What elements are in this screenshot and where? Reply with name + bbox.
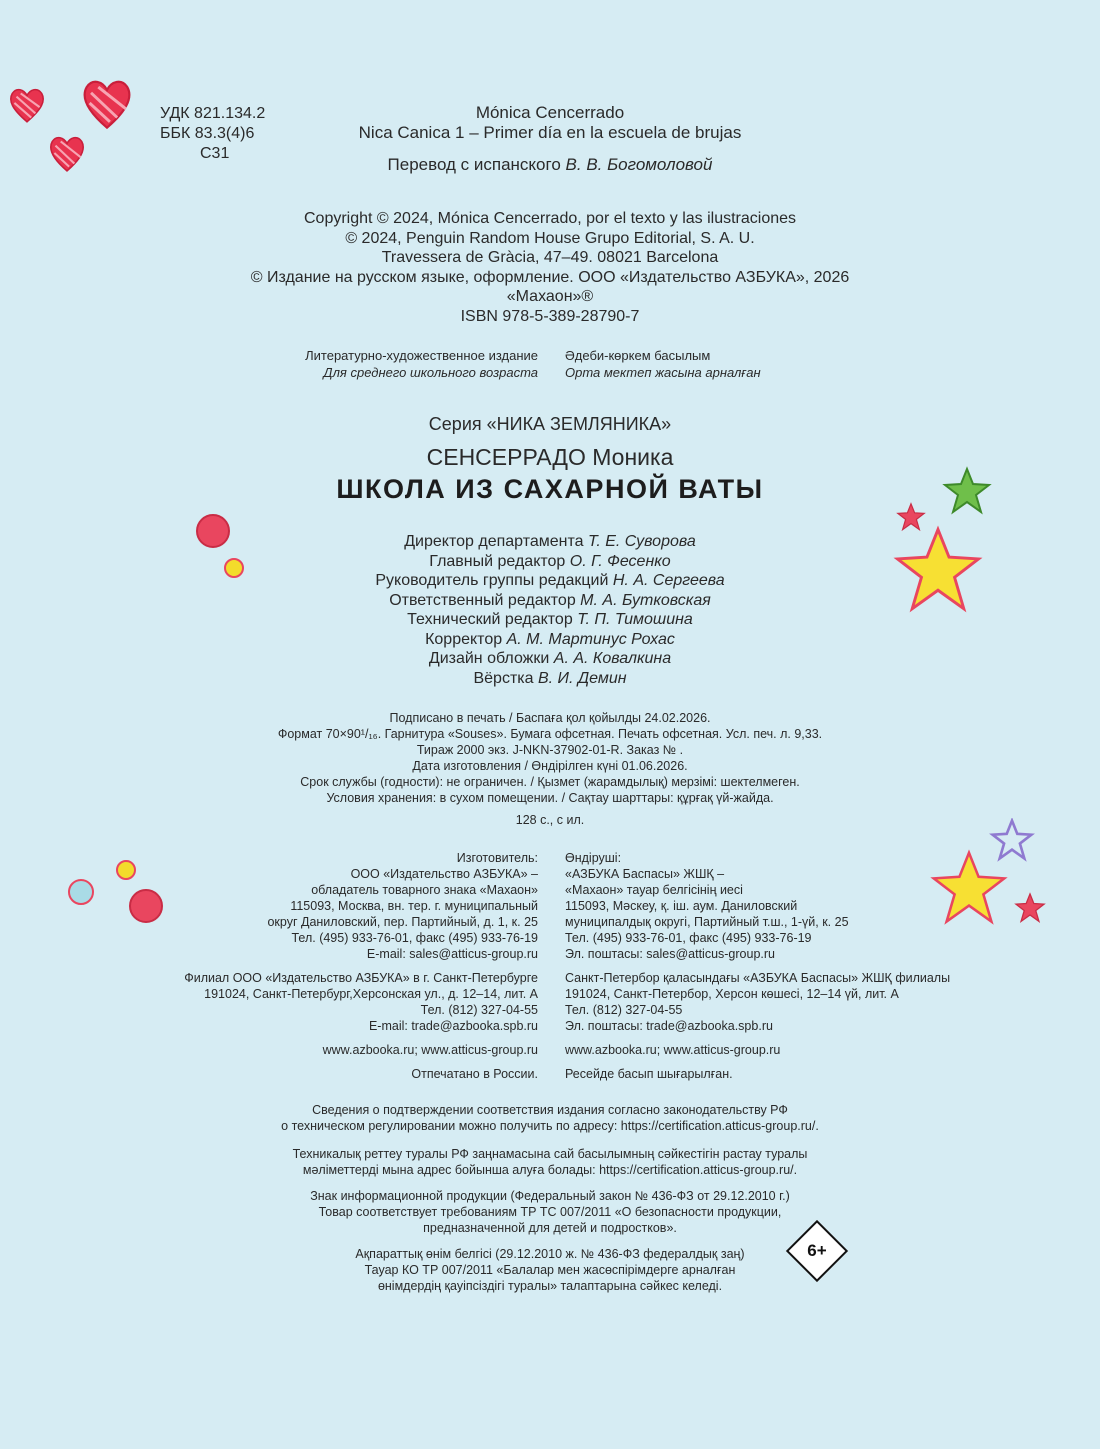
manufacturer-line: Тел. (495) 933-76-01, факс (495) 933-76-19 bbox=[565, 931, 812, 945]
author-mark: С31 bbox=[200, 145, 230, 162]
bbk-code: ББК 83.3(4)6 bbox=[160, 125, 255, 142]
translation-line bbox=[0, 155, 1100, 175]
manufacturer-line: Өндіруші: bbox=[565, 851, 622, 865]
branch-email: Эл. поштасы: trade@azbooka.spb.ru bbox=[565, 1019, 773, 1033]
credit-role: Технический редактор bbox=[407, 611, 573, 628]
info-sign-line: өнімдердің қауіпсіздігі туралы» талаптарына сәйкес келеді. bbox=[377, 1279, 723, 1293]
star-icon bbox=[926, 848, 1012, 928]
isbn: ISBN 978-5-389-28790-7 bbox=[460, 307, 640, 325]
printed-in: Отпечатано в России. bbox=[411, 1067, 538, 1081]
credit-role: Дизайн обложки bbox=[428, 650, 550, 667]
copyright-line: Travessera de Gràcia, 47–49. 08021 Barcelona bbox=[381, 249, 719, 266]
branch-ru bbox=[184, 970, 538, 1082]
star-icon bbox=[1014, 892, 1046, 924]
credit-role: Руководитель группы редакций bbox=[375, 572, 609, 589]
manufacturer-line: 115093, Мәскеу, қ. іш. аум. Даниловский bbox=[565, 899, 798, 913]
credit-line bbox=[0, 552, 1100, 572]
manufacturer-email: Эл. поштасы: sales@atticus-group.ru bbox=[565, 947, 775, 961]
manufacturer-line: округ Даниловский, пер. Партийный, д. 1, к. 25 bbox=[267, 915, 538, 929]
credit-role: Корректор bbox=[425, 630, 503, 648]
edition-type-ru-line2: Для среднего школьного возраста bbox=[323, 365, 538, 380]
credit-line bbox=[0, 610, 1100, 630]
printed-in: Ресейде басып шығарылған. bbox=[565, 1067, 733, 1081]
copyright-line: Copyright © 2024, Mónica Cencerrado, por el texto y las ilustraciones bbox=[303, 210, 797, 227]
credit-name: А. М. Мартинус Рохас bbox=[506, 630, 675, 648]
certification-line: Сведения о подтверждении соответствия издания согласно законодательству РФ bbox=[312, 1103, 788, 1117]
book-author: СЕНСЕРРАДО Моника bbox=[426, 444, 674, 470]
certification-line: Техникалық реттеу туралы РФ заңнамасына сай басылымның сәйкестігін растау туралы bbox=[292, 1147, 808, 1161]
edition-type-kz bbox=[565, 347, 761, 381]
branch-line: Тел. (812) 327-04-55 bbox=[420, 1003, 538, 1017]
branch-line: Филиал ООО «Издательство АЗБУКА» в г. Санкт-Петербурге bbox=[184, 971, 538, 985]
credit-role: Вёрстка bbox=[473, 669, 534, 687]
branch-line: 191024, Санкт-Петербург,Херсонская ул., д. 12–14, лит. А bbox=[204, 987, 538, 1001]
series-name: Серия «НИКА ЗЕМЛЯНИКА» bbox=[428, 414, 672, 434]
print-info-line: Формат 70×90¹/₁₆. Гарнитура «Souses». Бумага офсетная. Печать офсетная. Усл. печ. л. 9,33. bbox=[277, 727, 823, 741]
website-links: www.azbooka.ru; www.atticus-group.ru bbox=[565, 1043, 781, 1057]
branch-line: 191024, Санкт-Петербор, Херсон көшесі, 12–14 үй, лит. А bbox=[565, 987, 899, 1001]
info-sign-line: Ақпараттық өнім белгісі (29.12.2010 ж. № 436-ФЗ федералдық заң) bbox=[355, 1247, 745, 1261]
original-title: Nica Canica 1 – Primer día en la escuela de brujas bbox=[358, 123, 742, 142]
age-rating-label: 6+ bbox=[807, 1241, 827, 1260]
certification-line: о техническом регулировании можно получить по адресу: https://certification.atticus-group.ru/. bbox=[281, 1119, 819, 1133]
edition-type-kz-line1: Әдеби-көркем басылым bbox=[565, 348, 711, 363]
copyright-line: © Издание на русском языке, оформление. ООО «Издательство АЗБУКА», 2026 bbox=[250, 268, 850, 286]
edition-type-ru bbox=[305, 347, 538, 381]
credit-role: Ответственный редактор bbox=[389, 591, 576, 609]
certification-block bbox=[0, 1102, 1100, 1294]
branch-line: Тел. (812) 327-04-55 bbox=[565, 1003, 683, 1017]
print-info-line: Срок службы (годности): не ограничен. / Қызмет (жарамдылық) мерзімі: шектелмеген. bbox=[300, 775, 800, 789]
branch-kz bbox=[565, 970, 950, 1082]
print-info-line: Тираж 2000 экз. J-NKN-37902-01-R. Заказ № . bbox=[416, 743, 684, 757]
manufacturer-line: обладатель товарного знака «Махаон» bbox=[311, 883, 538, 897]
manufacturer-line: 115093, Москва, вн. тер. г. муниципальный bbox=[290, 899, 538, 913]
print-info-line: Условия хранения: в сухом помещении. / Сақтау шарттары: құрғақ үй-жайда. bbox=[326, 791, 774, 805]
manufacturer-email: E-mail: sales@atticus-group.ru bbox=[366, 947, 538, 961]
manufacturer-line: муниципалдық округі, Партийный т.ш., 1-үй, к. 25 bbox=[565, 915, 849, 929]
original-info bbox=[0, 103, 1100, 175]
manufacturer-ru bbox=[267, 850, 538, 962]
credit-line bbox=[0, 571, 1100, 591]
print-info-line: Подписано в печать / Баспаға қол қойылды 24.02.2026. bbox=[389, 711, 711, 725]
branch-email: E-mail: trade@azbooka.spb.ru bbox=[368, 1019, 538, 1033]
original-author: Mónica Cencerrado bbox=[475, 103, 625, 122]
credit-role: Директор департамента bbox=[404, 533, 584, 550]
edition-type-ru-line1: Литературно-художественное издание bbox=[305, 348, 538, 363]
translation-prefix: Перевод с испанского bbox=[387, 155, 561, 174]
copyright-block bbox=[0, 209, 1100, 326]
manufacturer-line: ООО «Издательство АЗБУКА» – bbox=[350, 867, 538, 881]
udk-code: УДК 821.134.2 bbox=[160, 105, 266, 122]
credit-name: М. А. Бутковская bbox=[580, 591, 711, 609]
credit-name: Т. Е. Суворова bbox=[587, 533, 696, 550]
credit-line bbox=[0, 591, 1100, 611]
credit-name: А. А. Ковалкина bbox=[553, 650, 672, 667]
branch-line: Санкт-Петербор қаласындағы «АЗБУКА Баспасы» ЖШҚ филиалы bbox=[565, 971, 951, 985]
dot-decoration bbox=[62, 856, 172, 928]
credit-role: Главный редактор bbox=[429, 552, 566, 570]
certification-line: мәліметтерді мына адрес бойынша алуға болады: https://certification.atticus-group.ru/. bbox=[302, 1163, 798, 1177]
print-info-block bbox=[0, 710, 1100, 828]
manufacturer-kz bbox=[565, 850, 849, 962]
copyright-line: «Махаон»® bbox=[506, 288, 594, 305]
manufacturer-line: Тел. (495) 933-76-01, факс (495) 933-76-19 bbox=[291, 931, 538, 945]
manufacturer-line: «Махаон» тауар белгісінің иесі bbox=[565, 883, 743, 897]
credit-line bbox=[0, 532, 1100, 552]
info-sign-line: предназначенной для детей и подростков». bbox=[423, 1221, 677, 1235]
print-info-line: Дата изготовления / Өндірілген күні 01.06.2026. bbox=[412, 759, 688, 773]
manufacturer-line: Изготовитель: bbox=[456, 851, 538, 865]
website-links: www.azbooka.ru; www.atticus-group.ru bbox=[322, 1043, 538, 1057]
credit-line bbox=[0, 630, 1100, 650]
credit-line bbox=[0, 649, 1100, 669]
credit-line bbox=[0, 669, 1100, 689]
edition-type-kz-line2: Орта мектеп жасына арналған bbox=[565, 365, 761, 380]
credit-name: Н. А. Сергеева bbox=[612, 572, 725, 589]
copyright-line: © 2024, Penguin Random House Grupo Editorial, S. A. U. bbox=[345, 229, 755, 247]
manufacturer-line: «АЗБУКА Баспасы» ЖШҚ – bbox=[565, 867, 725, 881]
credits-block bbox=[0, 532, 1100, 688]
credit-name: В. И. Демин bbox=[537, 669, 627, 687]
book-title: ШКОЛА ИЗ САХАРНОЙ ВАТЫ bbox=[336, 474, 764, 504]
info-sign-line: Знак информационной продукции (Федеральный закон № 436-ФЗ от 29.12.2010 г.) bbox=[310, 1189, 790, 1203]
info-sign-line: Товар соответствует требованиям ТР ТС 007/2011 «О безопасности продукции, bbox=[318, 1205, 782, 1219]
translator-name: В. В. Богомоловой bbox=[565, 155, 713, 174]
page-count: 128 с., с ил. bbox=[515, 813, 585, 827]
credit-name: Т. П. Тимошина bbox=[577, 611, 693, 628]
info-sign-line: Тауар КО ТР 007/2011 «Балалар мен жасөспірімдерге арналған bbox=[364, 1263, 736, 1277]
credit-name: О. Г. Фесенко bbox=[569, 552, 671, 570]
